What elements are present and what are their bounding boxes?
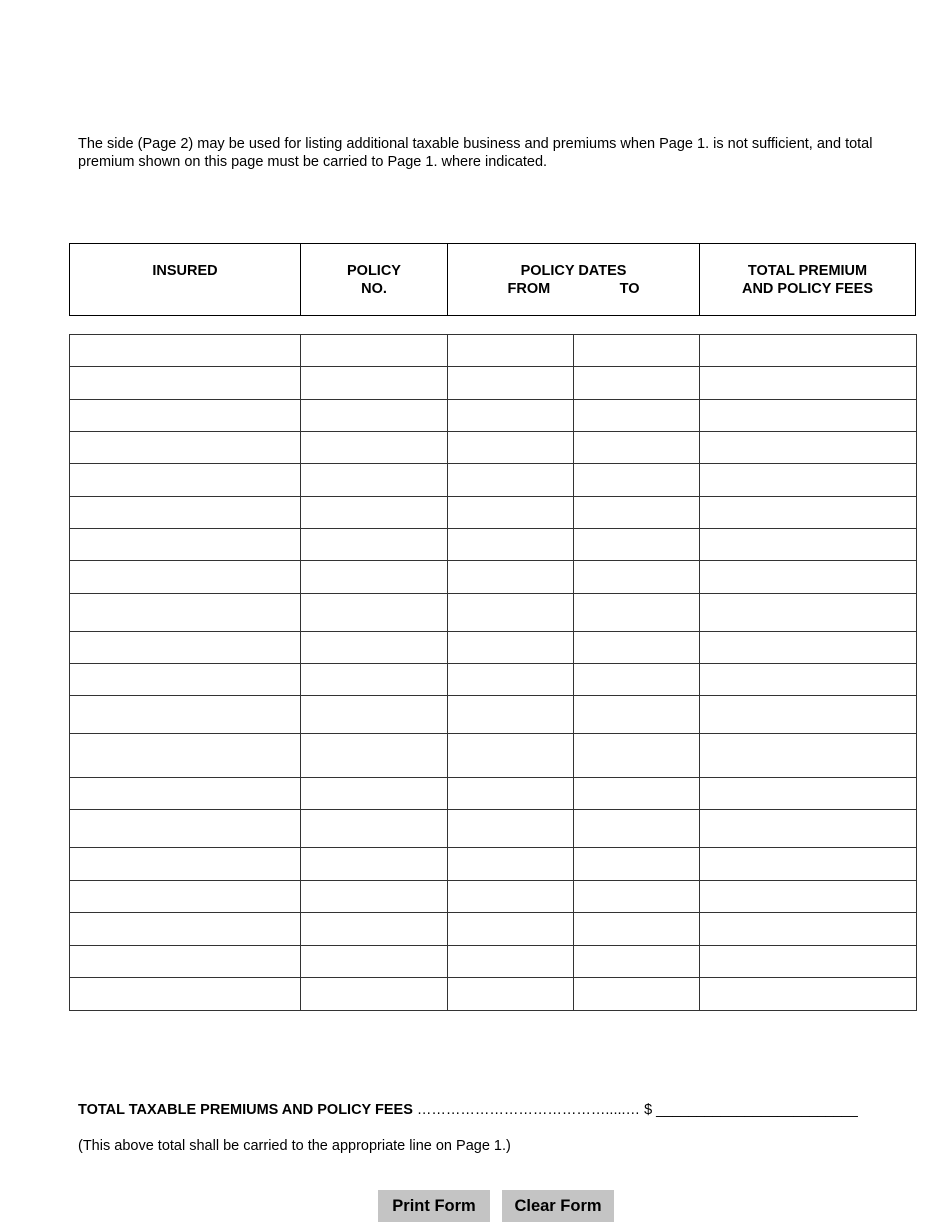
from-date-cell[interactable]	[448, 561, 574, 594]
premium-cell[interactable]	[700, 464, 917, 497]
premium-cell[interactable]	[700, 497, 917, 529]
from-date-cell[interactable]	[448, 810, 574, 848]
total-premiums-label: TOTAL TAXABLE PREMIUMS AND POLICY FEES	[78, 1102, 413, 1118]
header-no-label: NO.	[361, 280, 387, 297]
premium-cell[interactable]	[700, 367, 917, 400]
insured-cell[interactable]	[70, 432, 301, 464]
policy-no-cell[interactable]	[301, 978, 448, 1011]
premium-cell[interactable]	[700, 810, 917, 848]
policy-no-cell[interactable]	[301, 778, 448, 810]
insured-cell[interactable]	[70, 594, 301, 632]
insured-cell[interactable]	[70, 561, 301, 594]
header-insured-label: INSURED	[152, 262, 218, 279]
from-date-cell[interactable]	[448, 978, 574, 1011]
insured-cell[interactable]	[70, 913, 301, 946]
insured-cell[interactable]	[70, 810, 301, 848]
to-date-cell[interactable]	[574, 978, 700, 1011]
insured-cell[interactable]	[70, 335, 301, 367]
insured-cell[interactable]	[70, 664, 301, 696]
to-date-cell[interactable]	[574, 367, 700, 400]
table-row	[70, 696, 917, 734]
from-date-cell[interactable]	[448, 664, 574, 696]
policy-no-cell[interactable]	[301, 632, 448, 664]
premium-cell[interactable]	[700, 561, 917, 594]
entry-table-body	[70, 335, 917, 1011]
premium-cell[interactable]	[700, 632, 917, 664]
header-dates-label: POLICY DATES	[520, 262, 627, 279]
table-row	[70, 561, 917, 594]
insured-cell[interactable]	[70, 497, 301, 529]
to-date-cell[interactable]	[574, 913, 700, 946]
print-form-button[interactable]: Print Form	[378, 1190, 490, 1222]
to-date-cell[interactable]	[574, 335, 700, 367]
insured-cell[interactable]	[70, 848, 301, 881]
policy-no-cell[interactable]	[301, 432, 448, 464]
insured-cell[interactable]	[70, 734, 301, 778]
header-policy-label: POLICY	[347, 262, 401, 279]
table-row	[70, 810, 917, 848]
header-dates-subheads	[508, 280, 640, 298]
to-date-cell[interactable]	[574, 881, 700, 913]
table-row	[70, 464, 917, 497]
total-amount-field[interactable]: _________________________	[656, 1102, 858, 1118]
table-row	[70, 400, 917, 432]
policy-no-cell[interactable]	[301, 696, 448, 734]
table-row	[70, 632, 917, 664]
clear-form-button[interactable]: Clear Form	[502, 1190, 614, 1222]
policy-no-cell[interactable]	[301, 946, 448, 978]
premium-cell[interactable]	[700, 696, 917, 734]
to-date-cell[interactable]	[574, 734, 700, 778]
table-row	[70, 881, 917, 913]
header-from-label: FROM	[507, 280, 551, 297]
premium-cell[interactable]	[700, 881, 917, 913]
from-date-cell[interactable]	[448, 632, 574, 664]
to-date-cell[interactable]	[574, 464, 700, 497]
to-date-cell[interactable]	[574, 632, 700, 664]
premium-cell[interactable]	[700, 664, 917, 696]
policy-no-cell[interactable]	[301, 810, 448, 848]
policy-no-cell[interactable]	[301, 529, 448, 561]
table-row	[70, 946, 917, 978]
premium-cell[interactable]	[700, 529, 917, 561]
policy-no-cell[interactable]	[301, 734, 448, 778]
header-to-label: TO	[619, 280, 640, 297]
header-insured	[70, 244, 301, 316]
insured-cell[interactable]	[70, 696, 301, 734]
entry-table	[69, 334, 917, 1011]
to-date-cell[interactable]	[574, 432, 700, 464]
policy-no-cell[interactable]	[301, 561, 448, 594]
premium-cell[interactable]	[700, 946, 917, 978]
table-row	[70, 367, 917, 400]
policy-no-cell[interactable]	[301, 664, 448, 696]
insured-cell[interactable]	[70, 946, 301, 978]
policy-no-cell[interactable]	[301, 497, 448, 529]
policy-no-cell[interactable]	[301, 881, 448, 913]
header-premium-label: TOTAL PREMIUM	[747, 262, 868, 279]
to-date-cell[interactable]	[574, 664, 700, 696]
from-date-cell[interactable]	[448, 594, 574, 632]
to-date-cell[interactable]	[574, 400, 700, 432]
from-date-cell[interactable]	[448, 946, 574, 978]
insured-cell[interactable]	[70, 367, 301, 400]
premium-cell[interactable]	[700, 734, 917, 778]
table-row	[70, 978, 917, 1011]
from-date-cell[interactable]	[448, 913, 574, 946]
table-row	[70, 734, 917, 778]
policy-no-cell[interactable]	[301, 400, 448, 432]
premium-cell[interactable]	[700, 978, 917, 1011]
premium-cell[interactable]	[700, 913, 917, 946]
policy-no-cell[interactable]	[301, 913, 448, 946]
insured-cell[interactable]	[70, 529, 301, 561]
to-date-cell[interactable]	[574, 810, 700, 848]
table-row	[70, 594, 917, 632]
table-row	[70, 848, 917, 881]
to-date-cell[interactable]	[574, 848, 700, 881]
from-date-cell[interactable]	[448, 881, 574, 913]
from-date-cell[interactable]	[448, 367, 574, 400]
insured-cell[interactable]	[70, 464, 301, 497]
premium-cell[interactable]	[700, 400, 917, 432]
carry-over-note: (This above total shall be carried to the appropriate line on Page 1.)	[78, 1138, 511, 1154]
to-date-cell[interactable]	[574, 497, 700, 529]
from-date-cell[interactable]	[448, 432, 574, 464]
insured-cell[interactable]	[70, 632, 301, 664]
policy-no-cell[interactable]	[301, 848, 448, 881]
insured-cell[interactable]	[70, 978, 301, 1011]
header-policy-dates	[448, 244, 700, 316]
total-premiums-line	[78, 1102, 858, 1118]
table-row	[70, 778, 917, 810]
header-policy-no	[301, 244, 448, 316]
premium-cell[interactable]	[700, 432, 917, 464]
header-fees-label: AND POLICY FEES	[741, 280, 874, 297]
to-date-cell[interactable]	[574, 946, 700, 978]
table-row	[70, 664, 917, 696]
insured-cell[interactable]	[70, 881, 301, 913]
insured-cell[interactable]	[70, 778, 301, 810]
from-date-cell[interactable]	[448, 696, 574, 734]
table-row	[70, 529, 917, 561]
from-date-cell[interactable]	[448, 335, 574, 367]
table-row	[70, 913, 917, 946]
from-date-cell[interactable]	[448, 497, 574, 529]
premium-cell[interactable]	[700, 778, 917, 810]
instructions-text: The side (Page 2) may be used for listing additional taxable business and premiums when Page 1. is not sufficient, and total premium shown on this page must be carried to Page 1. where indicated.	[78, 136, 873, 170]
table-row	[70, 432, 917, 464]
table-row	[70, 497, 917, 529]
from-date-cell[interactable]	[448, 464, 574, 497]
policy-no-cell[interactable]	[301, 464, 448, 497]
to-date-cell[interactable]	[574, 529, 700, 561]
from-date-cell[interactable]	[448, 778, 574, 810]
insured-cell[interactable]	[70, 400, 301, 432]
to-date-cell[interactable]	[574, 561, 700, 594]
premium-cell[interactable]	[700, 594, 917, 632]
to-date-cell[interactable]	[574, 778, 700, 810]
from-date-cell[interactable]	[448, 734, 574, 778]
premium-cell[interactable]	[700, 335, 917, 367]
total-leader-dots: ………………………………….....… $	[412, 1102, 657, 1118]
to-date-cell[interactable]	[574, 696, 700, 734]
from-date-cell[interactable]	[448, 529, 574, 561]
from-date-cell[interactable]	[448, 400, 574, 432]
header-total-premium	[700, 244, 916, 316]
policy-no-cell[interactable]	[301, 594, 448, 632]
to-date-cell[interactable]	[574, 594, 700, 632]
column-header-table	[69, 243, 916, 316]
table-row	[70, 335, 917, 367]
premium-cell[interactable]	[700, 848, 917, 881]
policy-no-cell[interactable]	[301, 367, 448, 400]
policy-no-cell[interactable]	[301, 335, 448, 367]
from-date-cell[interactable]	[448, 848, 574, 881]
